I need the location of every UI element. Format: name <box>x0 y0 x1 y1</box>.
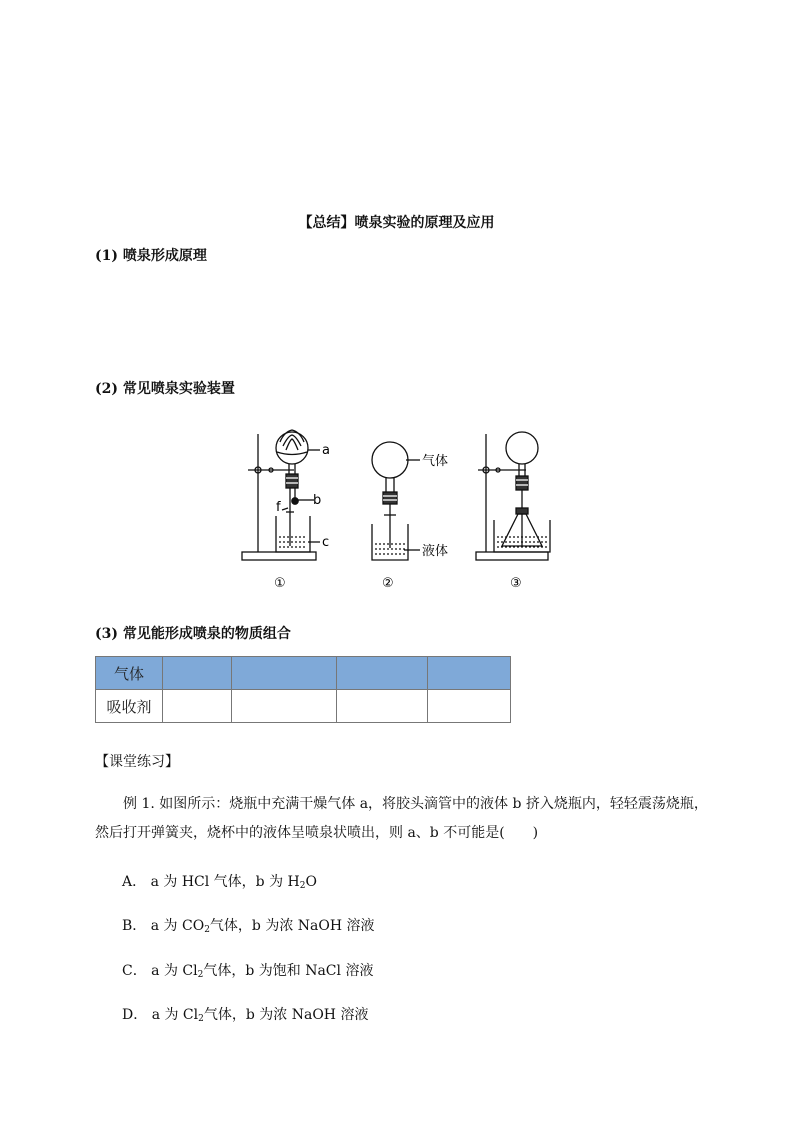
example-question: 例 1. 如图所示：烧瓶中充满干燥气体 a，将胶头滴管中的液体 b 挤入烧瓶内，轻轻震荡烧瓶，然后打开弹簧夹，烧杯中的液体呈喷泉状喷出，则 a、b 不可能是( ) <box>95 796 708 841</box>
table-cell <box>232 690 337 723</box>
option-a-letter: A． <box>122 874 147 890</box>
label-a: a <box>322 443 330 458</box>
option-a-text-pre: a 为 HCl 气体，b 为 H <box>150 874 300 890</box>
option-a <box>122 871 317 891</box>
label-apparatus-2: ② <box>382 576 394 591</box>
gas-absorbent-table <box>95 656 511 723</box>
table-row-absorbent <box>96 690 511 723</box>
option-c-text-pre: a 为 Cl <box>151 963 198 979</box>
row-label-gas: 气体 <box>96 657 163 690</box>
label-b: b <box>313 493 322 508</box>
option-d-subscript: 2 <box>198 1014 204 1024</box>
section-substance-combinations: (3) 常见能形成喷泉的物质组合 <box>95 626 291 642</box>
section-fountain-principle: (1) 喷泉形成原理 <box>95 248 207 264</box>
option-d <box>122 1004 368 1024</box>
table-cell <box>337 690 428 723</box>
option-b <box>122 915 375 935</box>
table-cell <box>337 657 428 690</box>
option-c <box>122 960 373 980</box>
table-row-gas <box>96 657 511 690</box>
label-gas: 气体 <box>422 454 449 469</box>
label-f: f <box>276 500 281 515</box>
table-cell <box>428 657 511 690</box>
apparatus-1 <box>242 430 320 560</box>
option-d-text-post: 气体，b 为浓 NaOH 溶液 <box>203 1007 369 1023</box>
label-c: c <box>322 535 330 550</box>
option-c-text-post: 气体，b 为饱和 NaCl 溶液 <box>203 963 374 979</box>
row-label-absorbent: 吸收剂 <box>96 690 163 723</box>
summary-title: 【总结】喷泉实验的原理及应用 <box>298 215 495 231</box>
option-b-text-pre: a 为 CO <box>150 918 205 934</box>
section-fountain-apparatus: (2) 常见喷泉实验装置 <box>95 381 235 397</box>
table-cell <box>163 657 232 690</box>
option-d-letter: D． <box>122 1007 148 1023</box>
option-d-text-pre: a 为 Cl <box>151 1007 199 1023</box>
option-a-subscript: 2 <box>299 881 306 891</box>
option-b-letter: B． <box>122 918 147 934</box>
option-c-subscript: 2 <box>197 970 204 980</box>
label-liquid: 液体 <box>422 544 449 559</box>
option-b-subscript: 2 <box>204 925 210 935</box>
apparatus-2 <box>372 442 420 560</box>
practice-heading: 【课堂练习】 <box>95 754 179 770</box>
label-apparatus-3: ③ <box>510 576 522 591</box>
option-b-text-post: 气体，b 为浓 NaOH 溶液 <box>209 918 375 934</box>
table-cell <box>232 657 337 690</box>
apparatus-3 <box>476 432 550 560</box>
fountain-apparatus-figure <box>236 428 556 594</box>
option-c-letter: C． <box>122 963 147 979</box>
label-apparatus-1: ① <box>274 576 286 591</box>
table-cell <box>163 690 232 723</box>
option-a-text-post: O <box>305 874 317 890</box>
table-cell <box>428 690 511 723</box>
